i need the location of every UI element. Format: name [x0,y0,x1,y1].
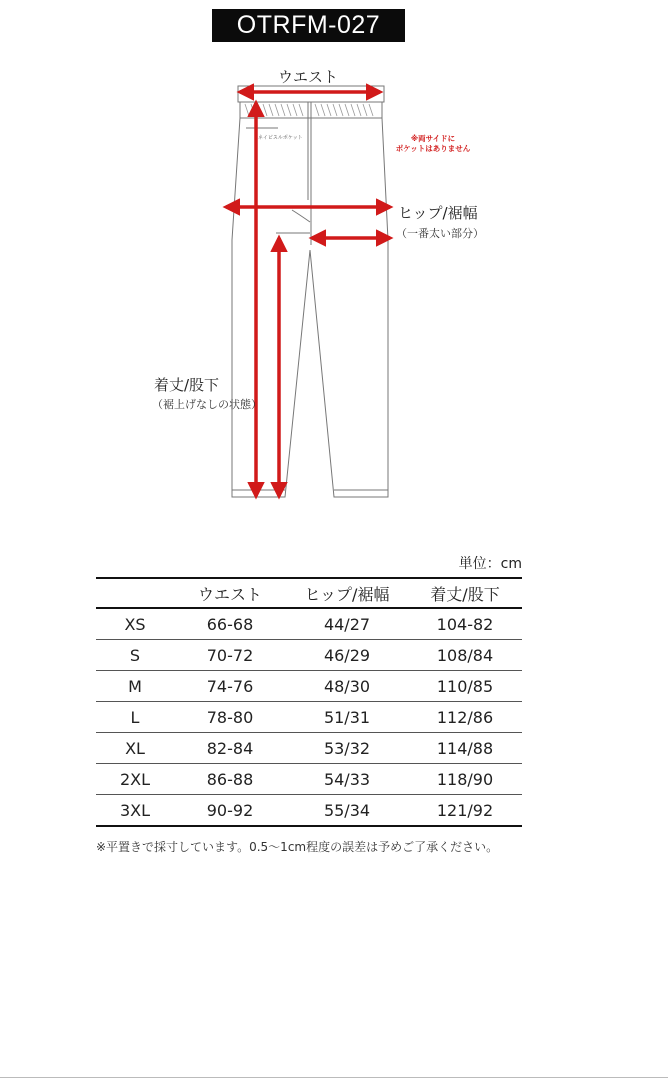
waist-cell: 82-84 [206,738,254,758]
header-length: 着丈/股下 [430,584,500,604]
hip-cell: 48/30 [323,676,371,696]
size-table [96,577,522,827]
bottom-divider [0,1077,668,1078]
waistband-gathers [245,104,373,116]
length-cell: 114/88 [436,738,494,758]
header-hip: ヒップ/裾幅 [304,584,390,604]
table-row [96,733,522,764]
hip-label: ヒップ/裾幅 [398,204,478,222]
hip-cell: 53/32 [323,738,371,758]
length-cell: 108/84 [436,645,494,665]
hip-cell: 51/31 [323,707,371,727]
table-header-row [96,578,522,608]
table-row [96,764,522,795]
waist-cell: 78-80 [206,707,254,727]
hip-cell: 44/27 [323,614,371,634]
hip-cell: 46/29 [323,645,371,665]
length-cell: 118/90 [436,769,494,789]
table-row [96,795,522,827]
length-label: 着丈/股下 [154,376,220,394]
unit-label: 単位：cm [458,556,522,572]
size-cell: M [128,676,142,696]
waist-cell: 90-92 [206,800,254,820]
table-row [96,640,522,671]
table-row [96,671,522,702]
waist-label: ウエスト [278,68,339,86]
length-cell: 110/85 [436,676,494,696]
hip-cell: 54/33 [323,769,371,789]
waist-cell: 70-72 [206,645,254,665]
hip-cell: 55/34 [323,800,371,820]
waist-cell: 86-88 [206,769,254,789]
waist-cell: 66-68 [206,614,254,634]
size-cell: 3XL [119,800,151,820]
length-cell: 104-82 [436,614,494,634]
header-waist: ウエスト [197,584,262,604]
size-cell: L [130,707,140,727]
size-cell: XS [124,614,146,634]
pocket-note: ※両サイドに ポケットはありません [395,134,471,153]
product-code-title: OTRFM-027 [212,9,405,42]
table-row [96,608,522,640]
length-cell: 121/92 [436,800,494,820]
length-cell: 112/86 [436,707,494,727]
size-cell: XL [125,738,145,758]
pocket-small-label: ネイビスルポケット [258,135,303,141]
table-row [96,702,522,733]
waist-cell: 74-76 [206,676,254,696]
header-size [96,578,174,608]
size-cell: S [129,645,141,665]
measurement-note: ※平置きで採寸しています。0.5〜1cm程度の誤差は予めご了承ください。 [96,840,499,854]
length-sub-label: （裾上げなしの状態） [152,398,262,411]
size-cell: 2XL [119,769,151,789]
hip-sub-label: （一番太い部分） [396,227,484,240]
